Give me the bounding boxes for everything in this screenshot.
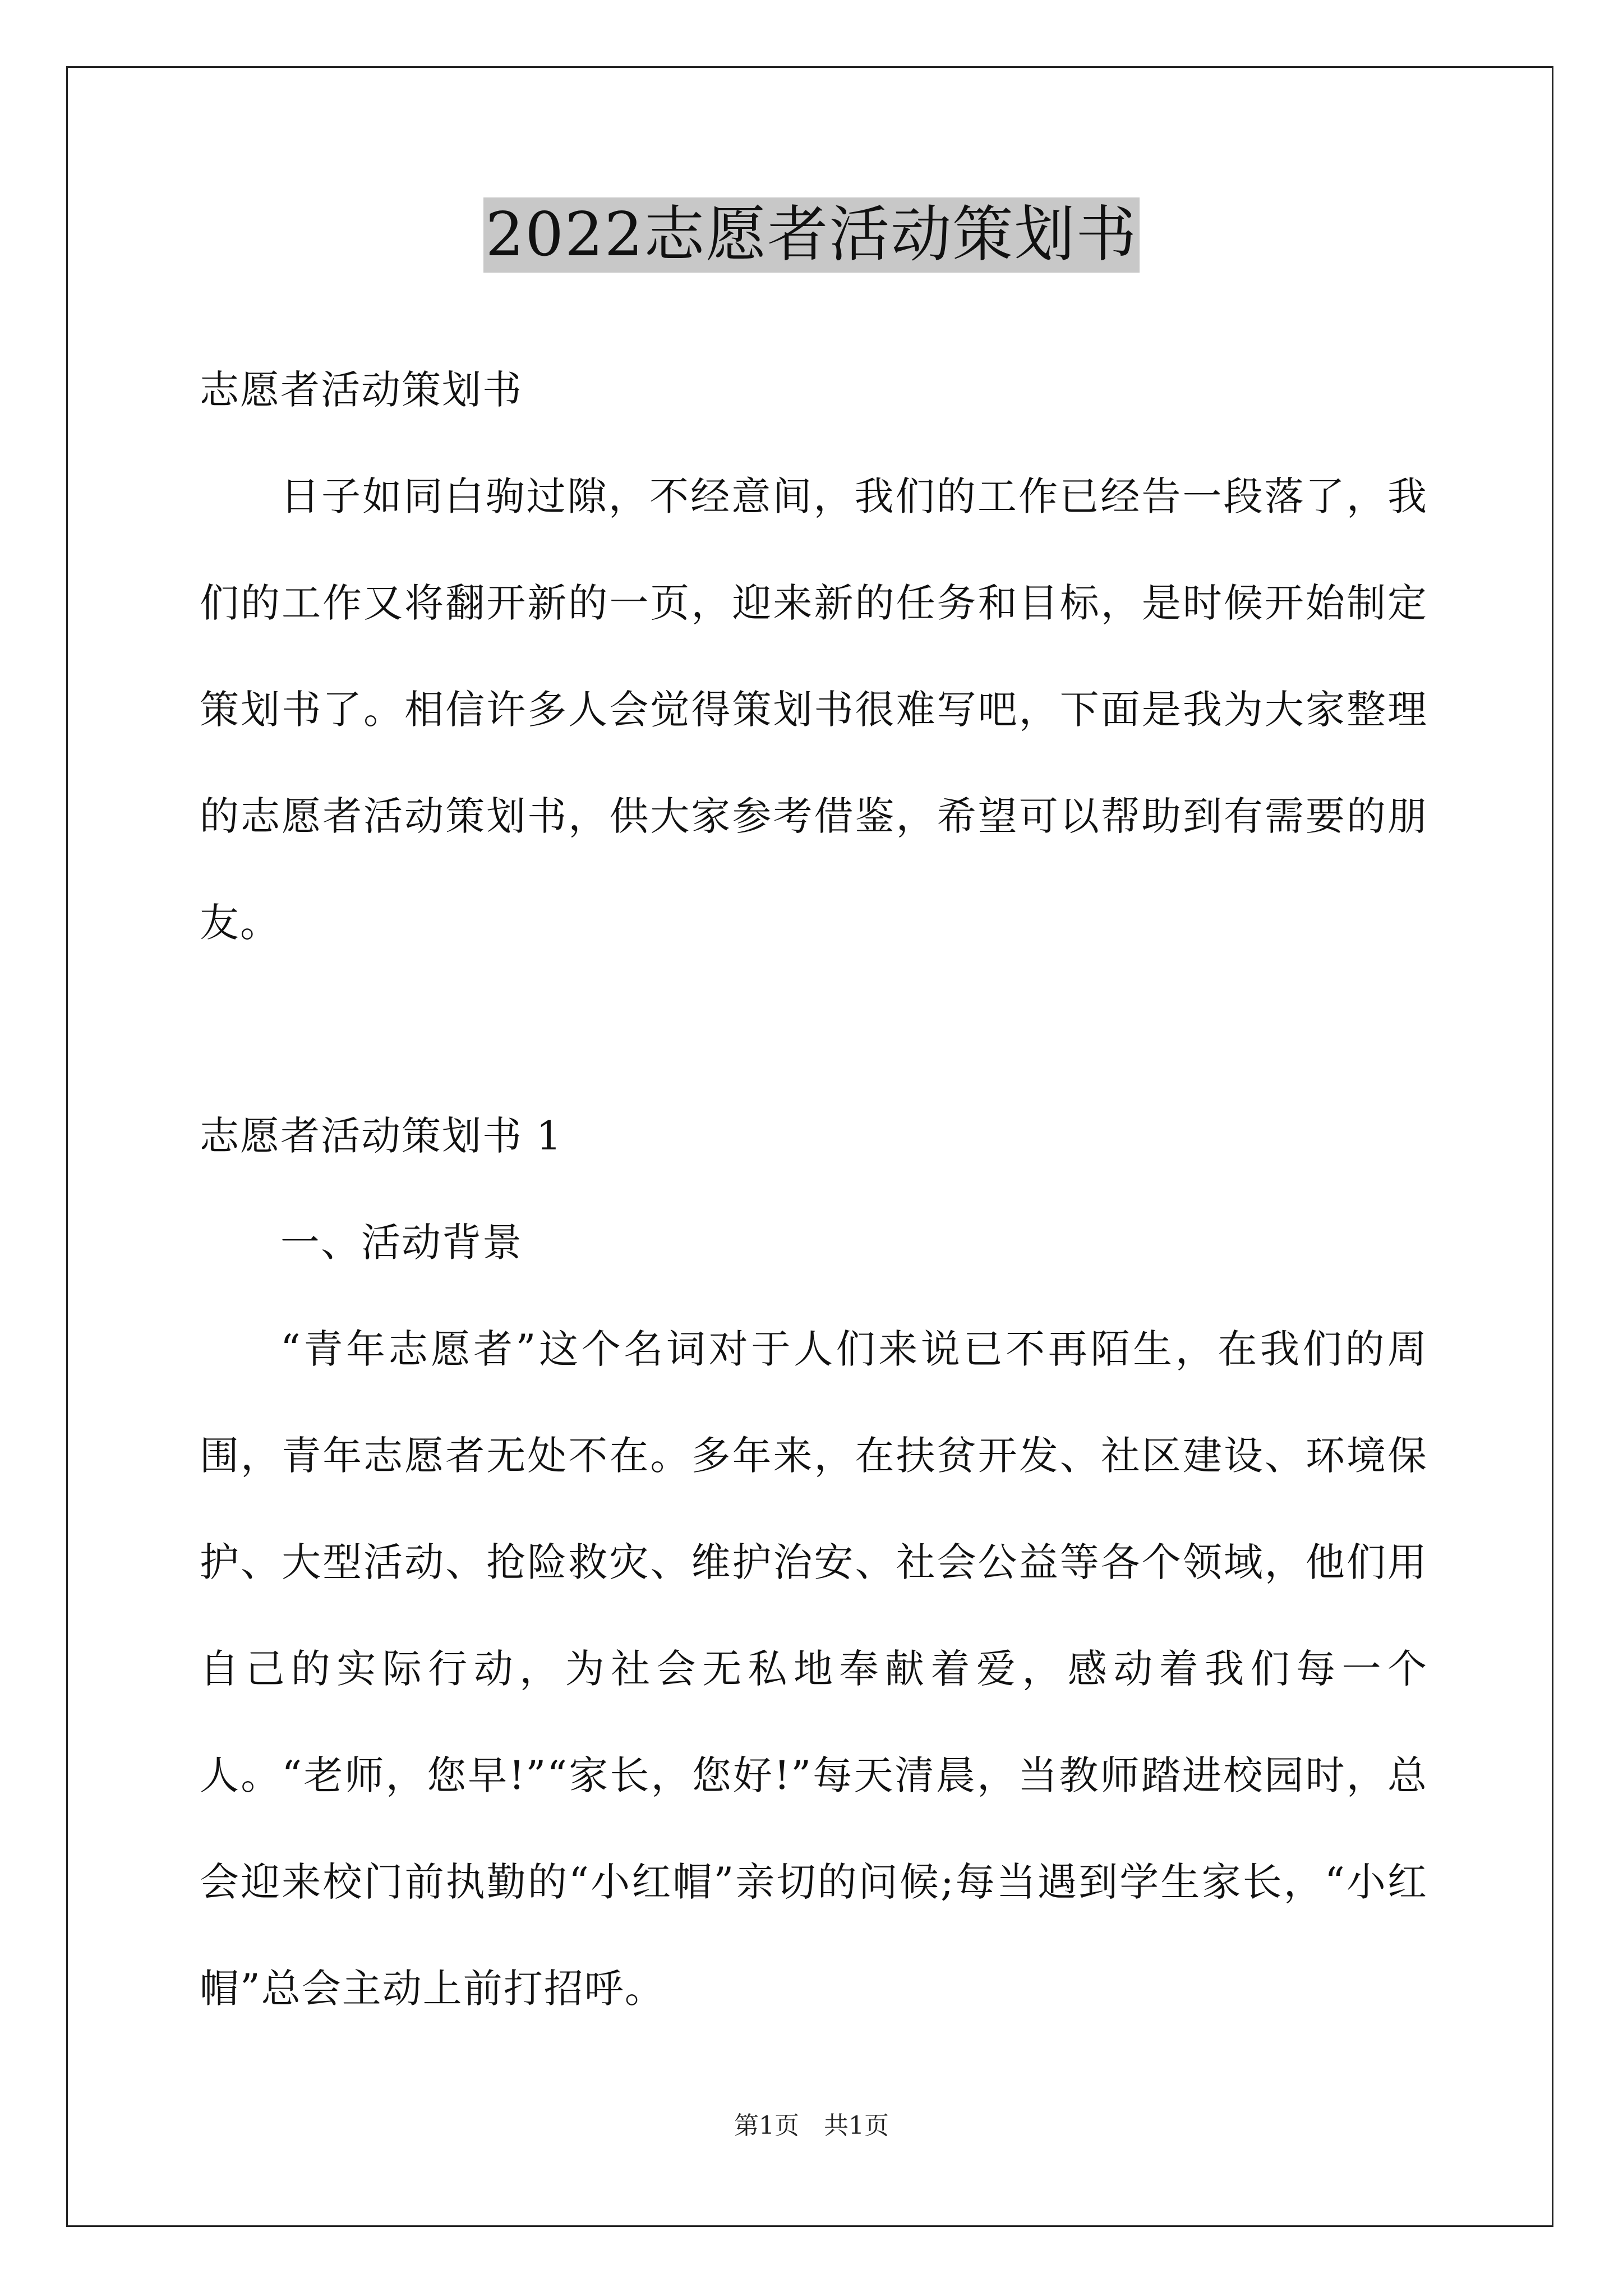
page-total: 共1页 [824, 2111, 889, 2140]
page-footer [0, 2109, 1623, 2143]
page-number: 第1页 [734, 2111, 799, 2140]
section-heading: 一、活动背景 [280, 1220, 523, 1266]
intro-paragraph: 日子如同白驹过隙，不经意间，我们的工作已经告一段落了，我们的工作又将翻开新的一页，迎来新的任务和目标，是时候开始制定策划书了。相信许多人会觉得策划书很难写吧，下面是我为大家整理的志愿者活动策划书，供大家参考借鉴，希望可以帮助到有需要的朋友。 [200, 473, 1428, 946]
section-title: 志愿者活动策划书 1 [200, 1113, 562, 1159]
document-title: 2022志愿者活动策划书 [483, 197, 1140, 273]
document-body [200, 337, 1428, 2042]
paragraph-gap [200, 976, 1428, 1083]
title-container [0, 197, 1623, 273]
body-paragraph: “青年志愿者”这个名词对于人们来说已不再陌生，在我们的周围，青年志愿者无处不在。多年来，在扶贫开发、社区建设、环境保护、大型活动、抢险救灾、维护治安、社会公益等各个领域，他们用自己的实际行动，为社会无私地奉献着爱，感动着我们每一个人。“老师，您早!”“家长，您好!”每天清晨，当教师踏进校园时，总会迎来校门前执勤的“小红帽”亲切的问候;每当遇到学生家长，“小红帽”总会主动上前打招呼。 [200, 1326, 1428, 2012]
document-subtitle: 志愿者活动策划书 [200, 367, 523, 413]
